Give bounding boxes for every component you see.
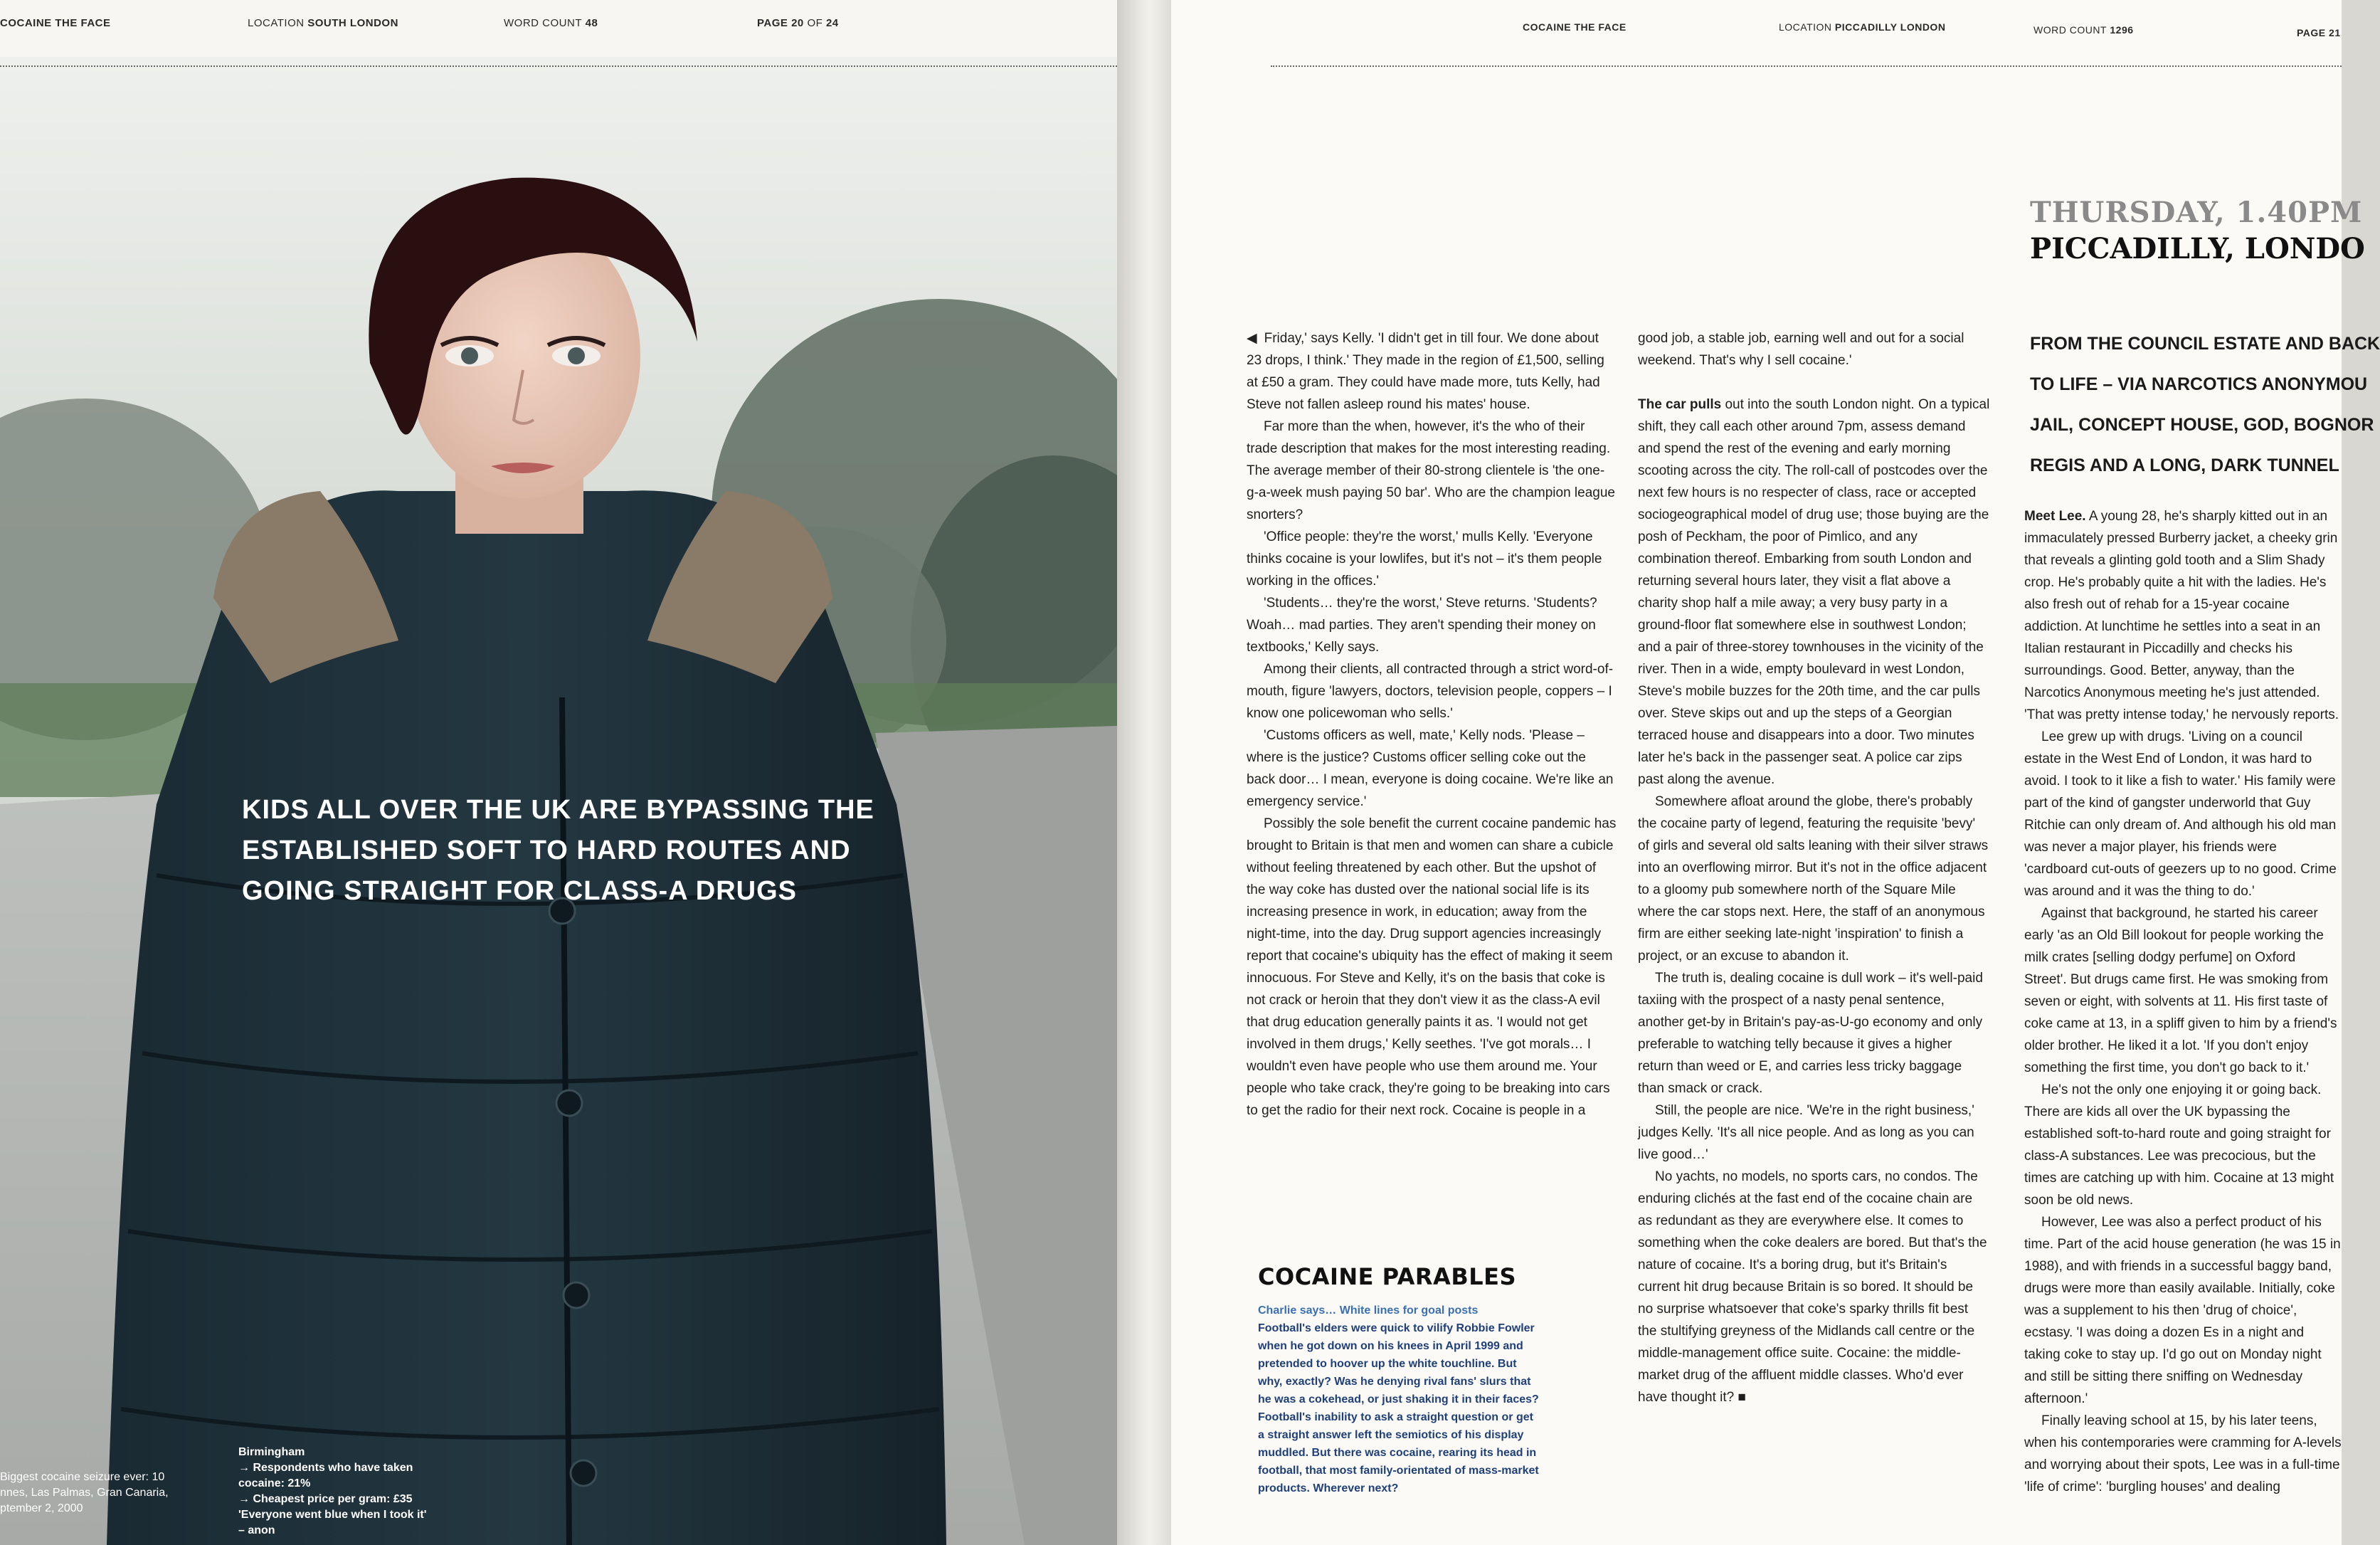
- paragraph-text: A young 28, he's sharply kitted out in an immaculately pressed Burberry jacket, a cheeky grin that reveals a glinting gold tooth and a Slim Shady crop. He's probably quite a hit with the ladies. He's also fresh out of rehab for a 15-year cocaine addiction. At lunchtime he settles into a seat in an Italian restaurant in Piccadilly and checks his surroundings. Good. Better, anyway, than the Narcotics Anonymous meeting he's just attended. 'That was pretty intense today,' he nervously reports.: [2024, 509, 2339, 722]
- standfirst-line: TO LIFE – VIA NARCOTICS ANONYMOU: [2030, 374, 2368, 394]
- paragraph: Among their clients, all contracted through a strict word-of-mouth, figure 'lawyers, doctors, television people, coppers – I know one policewoman who sells.': [1247, 662, 1614, 721]
- paragraph: Somewhere afloat around the globe, there's probably the cocaine party of legend, featuring the requisite 'bevy' of girls and several old salts leaning with their silver straws into an overflowing mirror. But it's not in the office adjacent to a gloomy pub somewhere north of the Square Mile where the car stops next. Here, the staff of an anonymous firm are either seeking late-night 'inspiration' to finish a project, or an excuse to abandon it.: [1638, 794, 1989, 964]
- magazine-gutter: [1117, 0, 1171, 1545]
- header-rule: [1271, 65, 2342, 67]
- section-name: THE FACE: [1574, 21, 1627, 33]
- page-number: 20: [791, 17, 804, 29]
- location-label: LOCATION: [248, 17, 305, 29]
- time-line: THURSDAY, 1.40PM: [2030, 196, 2363, 229]
- right-header-location: [1779, 21, 1945, 33]
- portrait-photo: [0, 57, 1117, 1545]
- photo-caption-birmingham: [238, 1445, 466, 1539]
- section-prefix: COCAINE: [1523, 21, 1572, 33]
- standfirst: [2030, 324, 2380, 486]
- paragraph: Lee grew up with drugs. 'Living on a council estate in the West End of London, it was hard to avoid. I took to it like a fish to water.' His family were part of the kind of gangster underworld that Guy Ritchie can only dream of. And although his old man was never a major player, his friends were 'cardboard cut-outs of geezers up to no good. Crime was around and it was the thing to do.': [2024, 729, 2337, 899]
- sidebar-title: COCAINE PARABLES: [1258, 1263, 1516, 1290]
- paragraph: Possibly the sole benefit the current cocaine pandemic has brought to Britain is that men and women can share a cubicle without feeling threatened by each other. But the upshot of the way coke has dusted over the national social life is its increasing presence in work, in education; away from the night-time, into the day. Drug support agencies increasingly report that cocaine's ubiquity has the effect of making it seem innocuous. For Steve and Kelly, it's on the basis that coke is not crack or heroin that they don't view it as the class-A evil that drug education generally paints it as. 'I would not get involved in them drugs,' Kelly seethes. 'I've got morals… I wouldn't even have people who use them around me. Your people who take crack, they're going to be breaking into cars to get the radio for their next rock. Cocaine is people in a: [1247, 816, 1617, 1118]
- paragraph-text: out into the south London night. On a typical shift, they call each other around 7pm, assess demand and spend the rest of the evening and early morning scooting across the city. The roll-call of postcodes over the next few hours is no respecter of class, race or accepted sociogeographical model of drug use; those buying are the posh of Peckham, the poor of Pimlico, and any combination thereof. Embarking from south London and returning several hours later, they visit a flat above a charity shop half a mile away; a very busy party in a ground-floor flat somewhere else in southwest London; and a pair of three-storey townhouses in the vicinity of the river. Then in a wide, empty boulevard in west London, Steve's mobile buzzes for the 20th time, and the car pulls over. Steve skips out and up the steps of a Georgian terraced house and disappears into a door. Two minutes later he's back in the passenger seat. A police car zips past along the avenue.: [1638, 397, 1990, 787]
- left-header-location: [248, 17, 398, 29]
- article-column-1: [1247, 327, 1617, 1122]
- word-count-label: WORD COUNT: [2033, 24, 2107, 36]
- section-name: THE FACE: [55, 17, 111, 29]
- paragraph: good job, a stable job, earning well and out for a social weekend. That's why I sell cocaine.': [1638, 331, 1964, 368]
- place-line: PICCADILLY, LONDO: [2030, 232, 2365, 265]
- lead-in: The car pulls: [1638, 397, 1722, 412]
- left-header-section: [0, 17, 111, 29]
- pull-quote-line: KIDS ALL OVER THE UK ARE BYPASSING THE: [242, 795, 874, 825]
- right-header-word-count: [2033, 24, 2134, 36]
- sidebar-subtitle: Charlie says… White lines for goal posts: [1258, 1304, 1479, 1317]
- pull-quote-line: ESTABLISHED SOFT TO HARD ROUTES AND: [242, 835, 851, 865]
- paragraph: No yachts, no models, no sports cars, no condos. The enduring clichés at the fast end of the cocaine chain are as redundant as they are everywhere else. It comes to something when the coke dealers are bored. But that's the nature of cocaine. It's a boring drug, but it's Britain's current hit drug because Britain is so bored. It should be no surprise whatsoever that coke's sparky thrills fit best the stultifying greyness of the Midlands call centre or the middle-management office suite. Cocaine: the middle-market drug of the affluent middle classes. Who'd ever have thought it? ■: [1638, 1169, 1987, 1405]
- caption-line: cocaine: 21%: [238, 1477, 311, 1489]
- paragraph: 'Students… they're the worst,' Steve returns. 'Students? Woah… mad parties. They aren't spending their money on textbooks,' Kelly says.: [1247, 596, 1597, 655]
- continued-arrow-icon: ◀: [1247, 331, 1257, 346]
- caption-line: Biggest cocaine seizure ever: 10: [0, 1471, 165, 1483]
- of-label: OF: [807, 17, 823, 29]
- page-number: 21: [2329, 27, 2341, 38]
- header-rule: [0, 65, 1117, 67]
- paragraph: [1638, 394, 1990, 791]
- time-place-heading: [2030, 196, 2365, 265]
- paragraph: He's not the only one enjoying it or going back. There are kids all over the UK bypassing the established soft-to-hard route and going straight for class-A substances. Lee was precocious, but the times are catching up with him. Cocaine at 13 might soon be old news.: [2024, 1082, 2334, 1208]
- word-count-label: WORD COUNT: [504, 17, 582, 29]
- photo-caption-seizure: [0, 1470, 235, 1517]
- paragraph: However, Lee was also a perfect product of his time. Part of the acid house generation (he was 15 in 1988), and with friends in a successful baggy band, drugs were more than easily available. Initially, coke was a supplement to his then 'drug of choice', ecstasy. 'I was doing a dozen Es in a night and taking coke to stay up. I'd go out on Monday night and still be sitting there sniffing on Wednesday afternoon.': [2024, 1215, 2341, 1406]
- word-count-value: 48: [585, 17, 598, 29]
- caption-line: ptember 2, 2000: [0, 1502, 83, 1514]
- paragraph: 'Office people: they're the worst,' mulls Kelly. 'Everyone thinks cocaine is your lowlifes, but it's not – it's them people working in the offices.': [1247, 529, 1602, 589]
- location-value: SOUTH LONDON: [307, 17, 398, 29]
- paragraph: Against that background, he started his career early 'as an Old Bill lookout for people working the milk crates [selling dodgy perfume] on Oxford Street'. But drugs came first. He was smoking from seven or eight, with solvents at 11. His first taste of coke came at 13, in a spliff given to him by a friend's older brother. He liked it a lot. 'If you don't enjoy something the first time, you don't go back to it.': [2024, 906, 2337, 1075]
- section-prefix: COCAINE: [0, 17, 52, 29]
- article-column-2: [1638, 327, 1990, 1408]
- caption-line: → Cheapest price per gram: £35: [238, 1493, 413, 1505]
- page-label: PAGE: [2297, 27, 2326, 38]
- right-header-section: [1523, 21, 1627, 33]
- left-header-word-count: [504, 17, 598, 29]
- paragraph: [1247, 327, 1617, 416]
- word-count-value: 1296: [2110, 24, 2134, 36]
- location-label: LOCATION: [1779, 21, 1832, 33]
- standfirst-line: JAIL, CONCEPT HOUSE, GOD, BOGNOR: [2030, 415, 2374, 435]
- caption-line: nnes, Las Palmas, Gran Canaria,: [0, 1487, 169, 1499]
- right-header-page: [2297, 27, 2341, 38]
- lead-in: Meet Lee.: [2024, 509, 2086, 524]
- paragraph-text: Friday,' says Kelly. 'I didn't get in till four. We done about 23 drops, I think.' They made in the region of £1,500, selling at £50 a gram. They could have made more, tuts Kelly, had Steve not fallen asleep round his mates' house.: [1247, 331, 1604, 412]
- pull-quote: [242, 790, 953, 912]
- caption-line: 'Everyone went blue when I took it': [238, 1509, 427, 1521]
- caption-line: – anon: [238, 1524, 275, 1536]
- paragraph: The truth is, dealing cocaine is dull work – it's well-paid taxiing with the prospect of a nasty penal sentence, another get-by in Britain's pay-as-U-go economy and only preferable to watching telly because it gives a higher return than weed or E, and carries less tricky baggage than smack or crack.: [1638, 971, 1983, 1096]
- page-label: PAGE: [757, 17, 788, 29]
- standfirst-line: FROM THE COUNCIL ESTATE AND BACK: [2030, 334, 2380, 354]
- sidebar-body: Football's elders were quick to vilify Robbie Fowler when he got down on his knees in April 1999 and pretended to hoover up the white touchline. But why, exactly? Was he denying rival fans' slurs that he was a cokehead, or just shaking it in their faces? Football's inability to ask a straight question or get a straight answer left the semiotics of his display muddled. But there was cocaine, rearing its head in football, that most family-orientated of mass-market products. Wherever next?: [1258, 1322, 1539, 1494]
- page-total: 24: [825, 17, 839, 29]
- caption-line: Birmingham: [238, 1446, 305, 1458]
- left-page: [0, 0, 1117, 1545]
- left-header-page: [757, 17, 839, 29]
- pull-quote-line: GOING STRAIGHT FOR CLASS-A DRUGS: [242, 876, 798, 906]
- paragraph: Far more than the when, however, it's the who of their trade description that makes for the most interesting reading. The average member of their 80-strong clientele is 'the one-g-a-week mush paying 50 bar'. Who are the champion league snorters?: [1247, 419, 1615, 522]
- paragraph: Finally leaving school at 15, by his later teens, when his contemporaries were cramming for A-levels and worrying about their spots, Lee was in a full-time 'life of crime': 'burgling houses' and dealing: [2024, 1413, 2342, 1494]
- caption-line: → Respondents who have taken: [238, 1462, 413, 1474]
- location-value: PICCADILLY LONDON: [1834, 21, 1946, 33]
- standfirst-line: REGIS AND A LONG, DARK TUNNEL: [2030, 455, 2339, 475]
- article-column-3: [2024, 505, 2342, 1545]
- paragraph: 'Customs officers as well, mate,' Kelly nods. 'Please – where is the justice? Customs officer selling coke out the back door… I mean, everyone is doing cocaine. We're like an emergency service.': [1247, 728, 1614, 809]
- paragraph: [2024, 505, 2342, 726]
- paragraph: Still, the people are nice. 'We're in the right business,' judges Kelly. 'It's all nice people. And as long as you can live good…': [1638, 1103, 1974, 1162]
